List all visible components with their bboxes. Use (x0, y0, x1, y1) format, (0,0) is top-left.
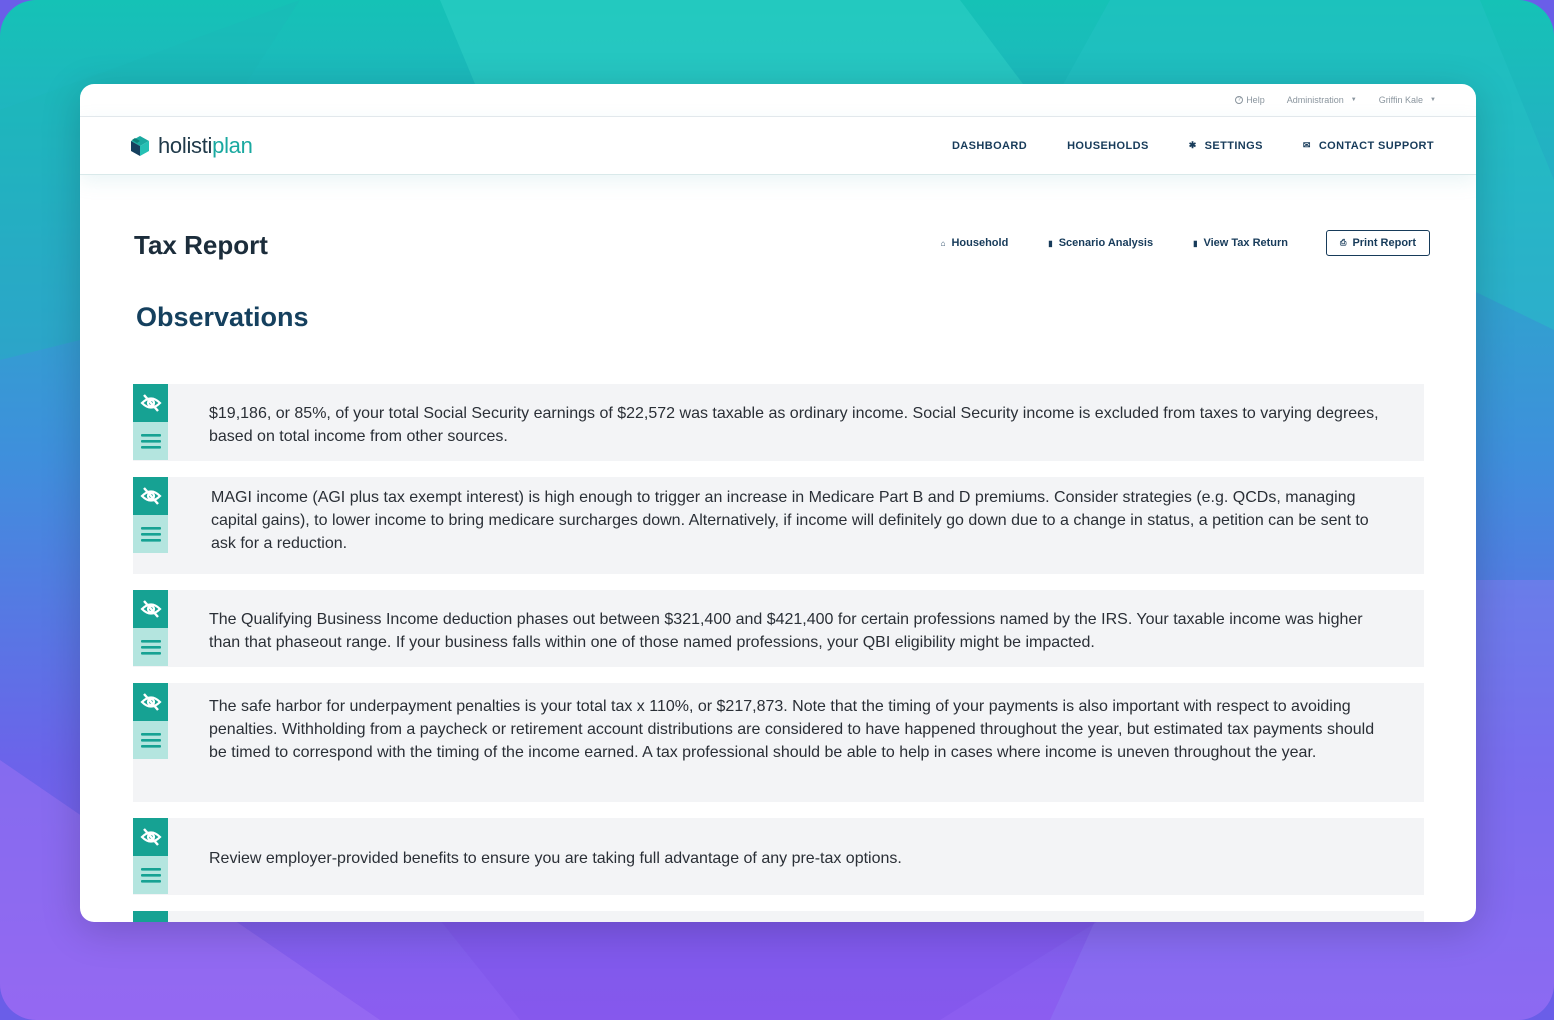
report-actions (941, 230, 1430, 256)
nav-households-label: HOUSEHOLDS (1067, 139, 1149, 152)
household-link-label: Household (951, 237, 1009, 249)
logo-wordmark (158, 133, 253, 159)
document-icon: ▮ (1193, 238, 1198, 248)
nav-dashboard-label: DASHBOARD (951, 139, 1028, 152)
hide-observation-button[interactable] (133, 590, 168, 628)
household-link[interactable] (941, 237, 1009, 249)
observation-text: Review employer-provided benefits to ensure you are taking full advantage of any pre-tax options. (209, 850, 902, 867)
hide-observation-button[interactable] (133, 683, 168, 721)
observation-text: $19,186, or 85%, of your total Social Security earnings of $22,572 was taxable as ordinary income. Social Security income is excluded from taxes to varying degrees, based on total income from other sources. (209, 405, 1379, 445)
scenario-analysis-label: Scenario Analysis (1058, 237, 1154, 249)
view-tax-return-link[interactable] (1193, 237, 1288, 249)
observation-tools (133, 477, 168, 553)
observation-tools (133, 384, 168, 460)
logo-wordmark-part2: plan (212, 132, 253, 158)
observation-text: MAGI income (AGI plus tax exempt interest) is high enough to trigger an increase in Medicare Part B and D premiums. Consider strategies (e.g. QCDs, managing capital gains), to lower income to bring medicare surcharges down. Alternatively, if income will definitely go down due to a change in status, a petition can be sent to ask for a reduction. (211, 489, 1369, 552)
holistiplan-logo[interactable] (128, 133, 253, 159)
help-label: Help (1246, 95, 1265, 105)
hide-observation-button[interactable] (133, 477, 168, 515)
user-menu-dropdown[interactable] (1379, 95, 1436, 105)
nav-households[interactable] (1067, 140, 1149, 152)
observation-card (133, 683, 1424, 802)
observation-card (133, 818, 1424, 895)
gear-icon: ✱ (1188, 140, 1197, 150)
observation-card (133, 590, 1424, 667)
nav-contact-support[interactable] (1303, 140, 1434, 152)
observation-tools (133, 818, 168, 894)
eye-slash-icon (140, 693, 162, 711)
home-icon: ⌂ (940, 238, 946, 248)
envelope-icon: ✉ (1302, 140, 1311, 150)
nav-contact-support-label: CONTACT SUPPORT (1318, 139, 1434, 152)
administration-label: Administration (1286, 95, 1344, 105)
drag-lines-icon (141, 731, 161, 749)
observation-card (133, 384, 1424, 461)
printer-icon: ⎙ (1340, 238, 1347, 247)
main-navbar (80, 117, 1476, 175)
observation-text: The safe harbor for underpayment penalties is your total tax x 110%, or $217,873. Note that the timing of your payments is also important with respect to avoiding penalties. Withholding from a paycheck or retirement account distributions are considered to have happened throughout the year, but estimated tax payments should be timed to correspond with the timing of the income earned. A tax professional should be able to help in cases where income is uneven throughout the year. (209, 698, 1375, 761)
caret-down-icon: ▼ (1350, 97, 1357, 103)
drag-handle[interactable] (133, 721, 168, 759)
administration-dropdown[interactable] (1287, 95, 1357, 105)
drag-handle[interactable] (133, 515, 168, 553)
observations-heading: Observations (136, 302, 309, 332)
drag-handle[interactable] (133, 422, 168, 460)
utility-bar (80, 84, 1476, 117)
observation-tools (133, 683, 168, 759)
print-report-label: Print Report (1352, 237, 1416, 249)
print-report-button[interactable] (1326, 230, 1430, 256)
drag-lines-icon (141, 525, 161, 543)
help-circle-icon: ? (1235, 96, 1243, 104)
holistiplan-cube-icon (128, 134, 152, 158)
hide-observation-button[interactable] (133, 911, 168, 922)
logo-wordmark-part1: holisti (158, 132, 213, 158)
nav-settings[interactable] (1189, 140, 1263, 152)
document-icon: ▮ (1048, 238, 1053, 248)
observation-card (133, 477, 1424, 574)
hide-observation-button[interactable] (133, 384, 168, 422)
observation-card-partial (133, 911, 1424, 922)
caret-down-icon: ▼ (1430, 97, 1436, 103)
drag-lines-icon (141, 638, 161, 656)
observation-text: The Qualifying Business Income deduction phases out between $321,400 and $421,400 for certain professions named by the IRS. Your taxable income was higher than that phaseout range. If your business falls within one of those named professions, your QBI eligibility might be impacted. (209, 611, 1363, 651)
eye-slash-icon (140, 394, 162, 412)
help-link[interactable] (1235, 95, 1265, 105)
eye-slash-icon (140, 487, 162, 505)
scenario-analysis-link[interactable] (1048, 237, 1153, 249)
nav-links (952, 140, 1434, 152)
page-title: Tax Report (134, 230, 268, 260)
observation-tools (133, 590, 168, 666)
view-tax-return-label: View Tax Return (1203, 237, 1289, 249)
drag-lines-icon (141, 432, 161, 450)
app-window (80, 84, 1476, 922)
nav-settings-label: SETTINGS (1204, 139, 1263, 152)
drag-lines-icon (141, 866, 161, 884)
drag-handle[interactable] (133, 628, 168, 666)
drag-handle[interactable] (133, 856, 168, 894)
hide-observation-button[interactable] (133, 818, 168, 856)
observation-tools (133, 911, 168, 922)
user-name: Griffin Kale (1378, 95, 1424, 105)
eye-slash-icon (140, 600, 162, 618)
eye-slash-icon (140, 828, 162, 846)
nav-dashboard[interactable] (952, 140, 1027, 152)
